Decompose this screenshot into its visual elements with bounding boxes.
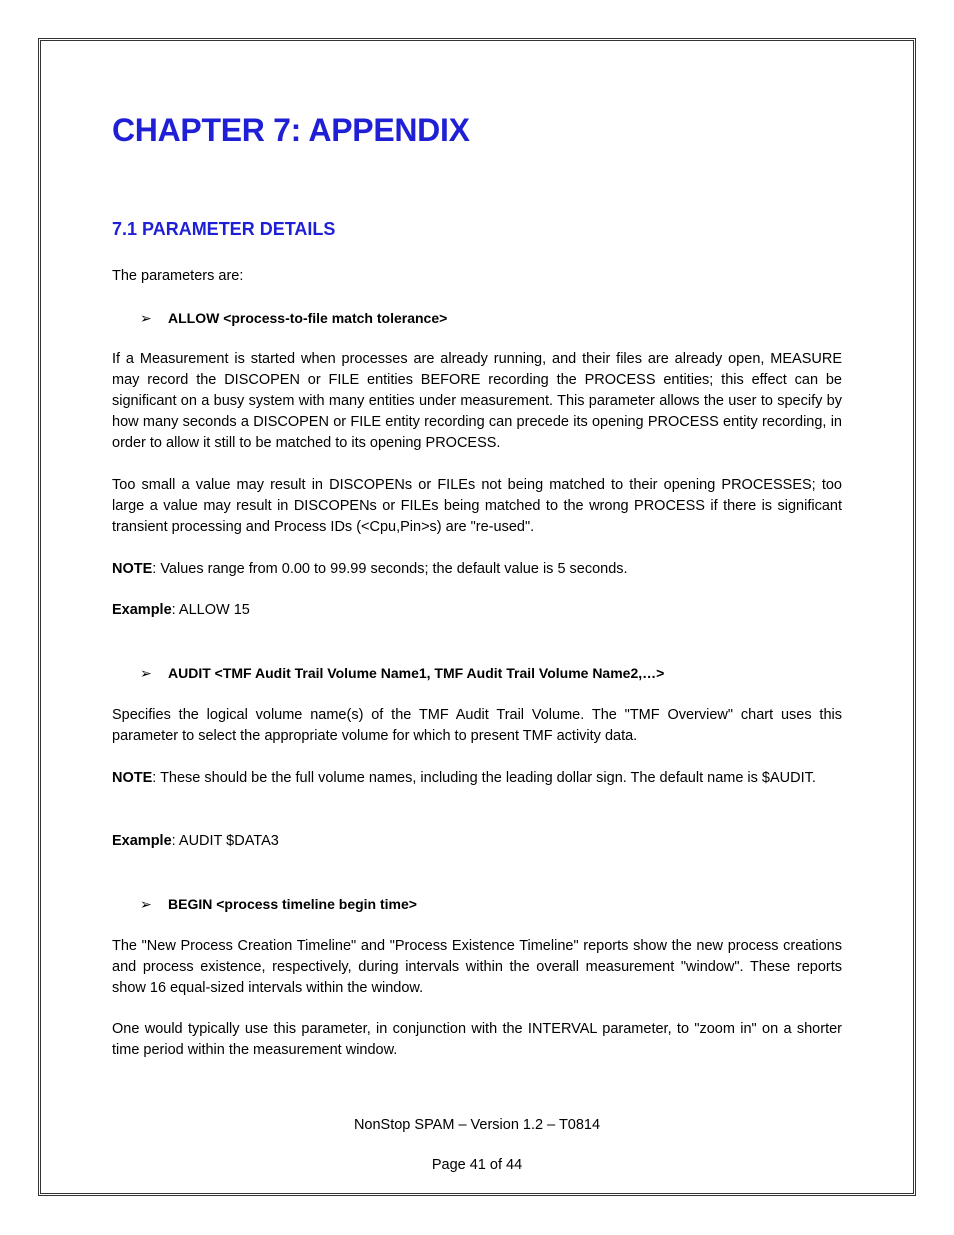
example-text: : AUDIT $DATA3 xyxy=(171,833,279,849)
begin-paragraph-2: One would typically use this parameter, in conjunction with the INTERVAL parameter, to "zoom in" on a shorter time period within the measurement window. xyxy=(112,1021,842,1058)
footer-document-title: NonStop SPAM – Version 1.2 – T0814 xyxy=(353,1117,601,1133)
audit-heading xyxy=(140,663,664,684)
audit-note xyxy=(112,768,842,789)
note-label: NOTE xyxy=(112,770,153,786)
allow-paragraph-2: Too small a value may result in DISCOPENs or FILEs not being matched to their opening PROCESSES; too large a value may result in DISCOPENs or FILEs being matched to the wrong PROCESS if there is significant transient processing and Process IDs (<Cpu,Pin>s) are "re-used". xyxy=(112,477,842,535)
intro-text: The parameters are: xyxy=(112,268,244,284)
audit-heading-text: AUDIT <TMF Audit Trail Volume Name1, TMF Audit Trail Volume Name2,…> xyxy=(168,665,665,681)
chapter-title: CHAPTER 7: APPENDIX xyxy=(112,112,470,148)
begin-heading xyxy=(140,894,417,915)
section-title: 7.1 PARAMETER DETAILS xyxy=(112,219,336,239)
begin-heading-text: BEGIN <process timeline begin time> xyxy=(168,896,417,912)
example-label: Example xyxy=(112,602,172,618)
arrowhead-bullet-icon: ➢ xyxy=(140,310,152,326)
allow-note xyxy=(112,559,842,580)
footer-page-number: Page 41 of 44 xyxy=(431,1157,523,1173)
begin-paragraph-1: The "New Process Creation Timeline" and "Process Existence Timeline" reports show the new process creations and process existence, respectively, during intervals within the overall measurement "window". These reports show 16 equal-sized intervals within the window. xyxy=(112,938,842,996)
example-label: Example xyxy=(112,833,172,849)
note-label: NOTE xyxy=(112,561,153,577)
note-text: : These should be the full volume names, including the leading dollar sign. The default name is $AUDIT. xyxy=(152,770,816,786)
example-text: : ALLOW 15 xyxy=(171,602,250,618)
allow-heading-text: ALLOW <process-to-file match tolerance> xyxy=(168,310,448,326)
allow-paragraph-1: If a Measurement is started when processes are already running, and their files are already open, MEASURE may record the DISCOPEN or FILE entities BEFORE recording the PROCESS entities; this effect can be significant on a busy system with many entities under measurement. This parameter allows the user to specify by how many seconds a DISCOPEN or FILE entity recording can precede its opening PROCESS entity recording, in order to allow it still to be matched to its opening PROCESS. xyxy=(112,351,842,451)
note-text: : Values range from 0.00 to 99.99 seconds; the default value is 5 seconds. xyxy=(152,561,628,577)
arrowhead-bullet-icon: ➢ xyxy=(140,665,152,681)
allow-heading xyxy=(140,308,447,329)
allow-example xyxy=(112,600,842,621)
arrowhead-bullet-icon: ➢ xyxy=(140,896,152,912)
audit-paragraph-1: Specifies the logical volume name(s) of the TMF Audit Trail Volume. The "TMF Overview" chart uses this parameter to select the appropriate volume for which to present TMF activity data. xyxy=(112,707,842,744)
audit-example xyxy=(112,831,842,852)
